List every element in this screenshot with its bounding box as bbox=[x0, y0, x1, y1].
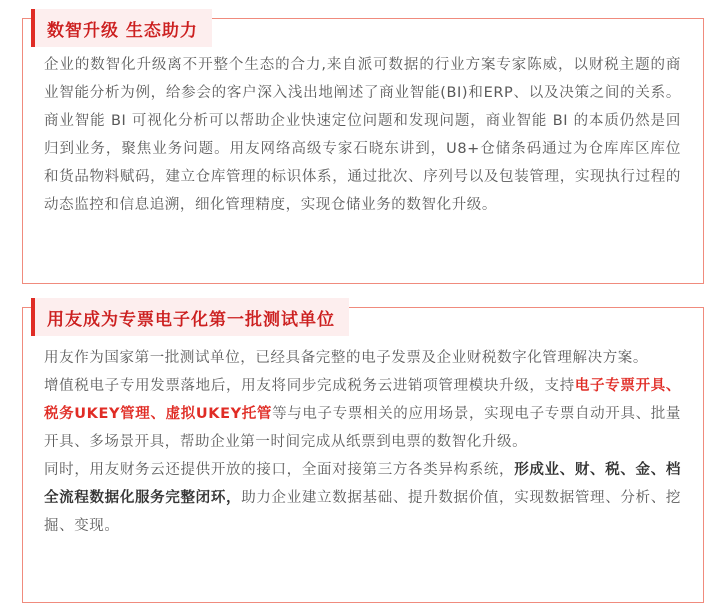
section-body bbox=[44, 344, 681, 540]
paragraph-1: 用友作为国家第一批测试单位，已经具备完整的电子发票及企业财税数字化管理解决方案。 bbox=[44, 350, 648, 366]
paragraph-3-text-post: 助力企业建立数据基础、提升数据价值，实现数据管理、分析、挖掘、变现。 bbox=[44, 490, 681, 534]
paragraph-2-text-post: 等与电子专票相关的应用场景，实现电子专票自动开具、批量开具、多场景开具，帮助企业第一时间完成从纸票到电票的数智化升级。 bbox=[44, 406, 682, 450]
section-e-invoice-pilot bbox=[22, 307, 704, 603]
section-title-box bbox=[31, 9, 212, 47]
section-digital-upgrade bbox=[22, 18, 704, 284]
paragraph-2-highlight: 电子专票开具、税务UKEY管理、虚拟UKEY托管 bbox=[44, 378, 681, 422]
paragraph-3 bbox=[44, 456, 681, 540]
section-title: 用友成为专票电子化第一批测试单位 bbox=[47, 309, 335, 330]
paragraph-2 bbox=[44, 372, 681, 456]
section-title-box bbox=[31, 298, 349, 336]
section-body bbox=[44, 51, 681, 219]
paragraph: 企业的数智化升级离不开整个生态的合力,来自派可数据的行业方案专家陈威，以财税主题的商业智能分析为例，给参会的客户深入浅出地阐述了商业智能(BI)和ERP、以及决策之间的关系。商业智能 BI 可视化分析可以帮助企业快速定位问题和发现问题，商业智能 BI 的本质仍然是回归到业务，聚焦业务问题。用友网络高级专家石晓东讲到，U8+仓储条码通过为仓库库区库位和货品物料赋码，建立仓库管理的标识体系，通过批次、序列号以及包装管理，实现执行过程的动态监控和信息追溯，细化管理精度，实现仓储业务的数智化升级。 bbox=[44, 57, 681, 213]
section-title: 数智升级 生态助力 bbox=[47, 20, 198, 41]
paragraph-2-text-pre: 增值税电子专用发票落地后，用友将同步完成税务云进销项管理模块升级，支持 bbox=[44, 378, 575, 394]
paragraph-3-highlight: 形成业、财、税、金、档全流程数据化服务完整闭环， bbox=[44, 462, 681, 506]
paragraph-3-text-pre: 同时，用友财务云还提供开放的接口，全面对接第三方各类异构系统， bbox=[44, 462, 515, 478]
